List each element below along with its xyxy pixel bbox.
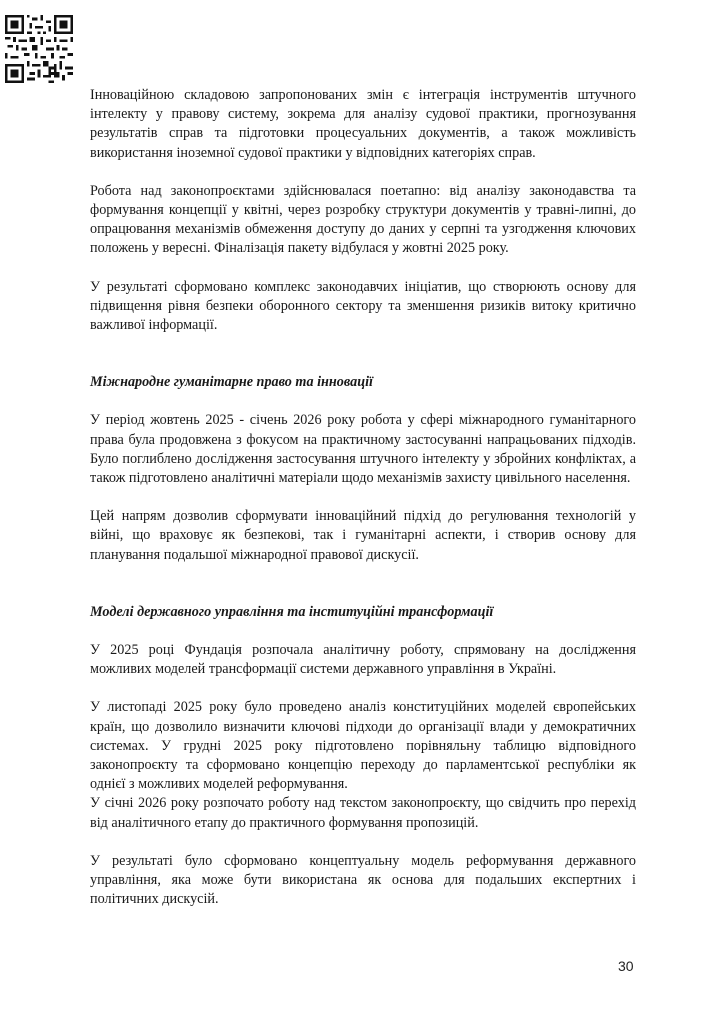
paragraph-governance-analysis: У листопаді 2025 року було проведено аналіз конституційних моделей європейських країн, що дозволило визначити ключові підходи до організації влади у демократичних системах. У грудні 2025 року підготовлено порівняльну таблицю відповідного законопроєкту та сформовано концепцію переходу до парламентської республіки як однієї з можливих моделей реформування. [90, 699, 636, 793]
paragraph-ihl-result: Цей напрям дозволив сформувати інноваційний підхід до регулювання технологій у війні, що враховує як безпекові, так і гуманітарні аспекти, і створив основу для планування подальшої міжнародної правової дискусії. [90, 508, 636, 563]
paragraph-ihl-period: У період жовтень 2025 - січень 2026 року робота у сфері міжнародного гуманітарного права була продовжена з фокусом на практичному застосуванні напрацьованих підходів. Було поглиблено дослідження застосування штучного інтелекту у збройних конфліктах, а також підготовлено аналітичні матеріали щодо механізмів захисту цивільного населення. [90, 412, 636, 487]
paragraph-work-stages: Робота над законопроєктами здійснювалася поетапно: від аналізу законодавства та формування концепції у квітні, через розробку структури документів у травні-липні, до опрацювання механізмів обмеження доступу до даних у серпні та узгодження ключових положень у вересні. Фіналізація пакету відбулася у жовтні 2025 року. [90, 182, 636, 257]
qr-code-icon[interactable] [5, 14, 73, 84]
paragraph-governance-intro: У 2025 році Фундація розпочала аналітичну роботу, спрямовану на дослідження можливих моделей трансформації системи державного управління в Україні. [90, 642, 636, 678]
page-number: 30 [618, 958, 634, 974]
section-heading-ihl: Міжнародне гуманітарне право та інновації [90, 374, 373, 391]
paragraph-governance-draft-law: У січні 2026 року розпочато роботу над текстом законопроєкту, що свідчить про перехід від аналітичного етапу до практичного формування пропозицій. [90, 795, 636, 831]
paragraph-legislative-result: У результаті сформовано комплекс законодавчих ініціатив, що створюють основу для підвищення рівня безпеки оборонного сектору та зменшення ризиків витоку критично важливої інформації. [90, 278, 636, 334]
section-heading-governance: Моделі державного управління та інституційні трансформації [90, 603, 494, 620]
document-page [90, 86, 636, 910]
paragraph-ai-integration: Інноваційною складовою запропонованих змін є інтеграція інструментів штучного інтелекту у правову систему, зокрема для аналізу судової практики, прогнозування результатів справ та підготовки процесуальних документів, а також можливість використання іноземної судової практики у відповідних категоріях справ. [90, 87, 636, 161]
paragraph-governance-result: У результаті було сформовано концептуальну модель реформування державного управління, яка може бути використана як основа для подальших експертних і політичних дискусій. [90, 852, 636, 908]
